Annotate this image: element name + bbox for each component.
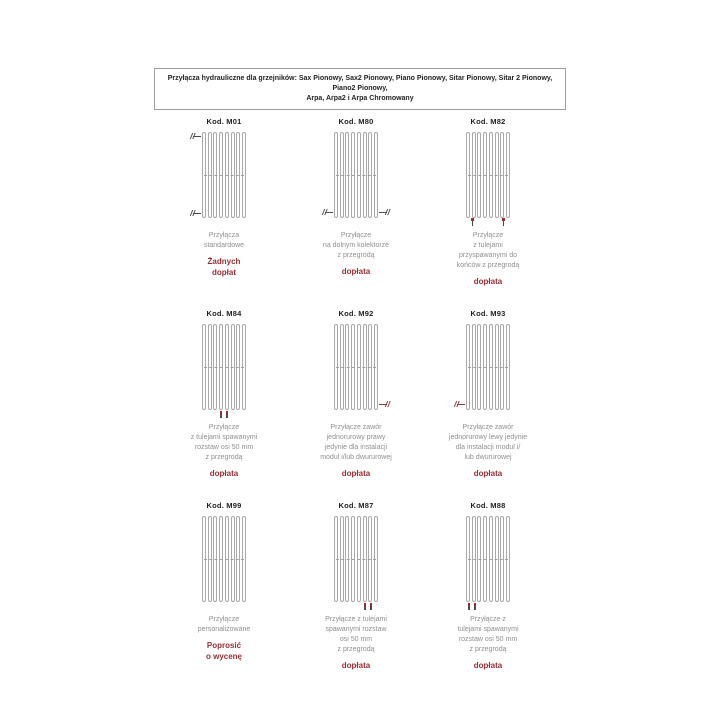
description-line: przyspawanymi do (459, 252, 517, 259)
variant-code: Kod. M82 (470, 117, 506, 126)
radiator-tube (236, 324, 240, 410)
description-line: Przyłącze z (470, 616, 506, 623)
radiator-variant-card (158, 114, 290, 306)
radiator-tubes (334, 132, 378, 218)
radiator-tube (351, 324, 355, 410)
radiator-tube (225, 324, 229, 410)
description-line: Przyłącze (472, 232, 504, 239)
radiator-illustration (466, 132, 510, 218)
variant-description (158, 231, 290, 251)
variant-description (290, 615, 422, 655)
radiator-tube (213, 516, 217, 602)
description-line: z przegrodą (337, 252, 375, 259)
valve-right-connection-icon (379, 209, 390, 215)
radiator-tube (225, 516, 229, 602)
price-line: Żadnych (207, 257, 241, 266)
page-header (154, 68, 566, 110)
radiator-tube (506, 516, 510, 602)
radiator-tube (489, 324, 493, 410)
variant-price-note (422, 660, 554, 671)
radiator-tube (351, 132, 355, 218)
variant-code: Kod. M99 (206, 501, 242, 510)
radiator-tube (345, 516, 349, 602)
radiator-tubes (334, 324, 378, 410)
variant-price-note (158, 468, 290, 479)
radiator-illustration (334, 516, 378, 602)
radiator-tube (242, 324, 246, 410)
variant-code: Kod. M92 (338, 309, 374, 318)
under-center-pair-connection-icon (219, 411, 229, 419)
price-line: dopłata (341, 469, 371, 478)
variant-code: Kod. M84 (206, 309, 242, 318)
variant-price-note (290, 266, 422, 277)
variant-price-note (290, 660, 422, 671)
variant-description (290, 231, 422, 261)
radiator-tube (495, 132, 499, 218)
radiator-tube (202, 324, 206, 410)
description-line: osi 50 mm (339, 636, 373, 643)
radiator-tube (374, 324, 378, 410)
description-line: z tulejami spawanymi (190, 434, 258, 441)
variant-code: Kod. M01 (206, 117, 242, 126)
radiator-tube (368, 132, 372, 218)
radiator-tube (208, 516, 212, 602)
radiator-tube (500, 516, 504, 602)
radiator-tube (477, 516, 481, 602)
radiator-tube (340, 516, 344, 602)
radiator-tube (213, 132, 217, 218)
price-line: dopłata (341, 267, 371, 276)
radiator-variant-card (422, 498, 554, 690)
description-line: Przyłącze (340, 232, 372, 239)
variant-code: Kod. M88 (470, 501, 506, 510)
radiator-tube (495, 516, 499, 602)
radiator-tube (242, 132, 246, 218)
radiator-tube (351, 516, 355, 602)
radiator-variant-card (422, 114, 554, 306)
radiator-tubes (466, 324, 510, 410)
radiator-tube (374, 516, 378, 602)
radiator-tube (202, 132, 206, 218)
radiator-tube (202, 516, 206, 602)
radiator-tube (500, 324, 504, 410)
under-right-connection-icon (501, 218, 506, 226)
radiator-tube (506, 132, 510, 218)
price-line: dopłat (212, 268, 236, 277)
description-line: lub dwururowej (464, 454, 512, 461)
header-line-1: Przyłącza hydrauliczne dla grzejników: Sax Pionowy, Sax2 Pionowy, Piano Pionowy, Sitar Pionowy, Sitar 2 Pionowy, Piano2 Pionowy, (167, 75, 553, 92)
description-line: Przyłącze zawór (462, 424, 514, 431)
radiator-tube (334, 324, 338, 410)
description-line: Przyłącze z tulejami (325, 616, 387, 623)
price-line: Poprosić (206, 641, 242, 650)
variant-description (422, 615, 554, 655)
radiator-tube (213, 324, 217, 410)
radiator-tube (363, 324, 367, 410)
description-line: spawanymi rozstaw (325, 626, 387, 633)
valve-right-red-connection-icon (379, 401, 390, 407)
radiator-tube (368, 516, 372, 602)
radiator-variant-card (290, 306, 422, 498)
radiator-tube (472, 516, 476, 602)
radiator-tubes (202, 132, 246, 218)
radiator-tube (231, 324, 235, 410)
variant-description (290, 423, 422, 463)
price-line: dopłata (473, 469, 503, 478)
radiator-tube (483, 132, 487, 218)
radiator-tube (208, 132, 212, 218)
top-left-inlet-connection-icon (190, 133, 201, 139)
radiator-tube (495, 324, 499, 410)
radiator-tube (489, 516, 493, 602)
price-line: dopłata (209, 469, 239, 478)
description-line: na dolnym kolektorze (322, 242, 390, 249)
description-line: dla instalacji modul i/ (455, 444, 521, 451)
radiator-tube (363, 516, 367, 602)
radiator-tube (472, 132, 476, 218)
description-line: modul i/lub dwururowej (320, 454, 392, 461)
variant-description (158, 615, 290, 635)
radiator-tube (466, 324, 470, 410)
radiator-tube (477, 324, 481, 410)
radiator-tubes (202, 516, 246, 602)
description-line: rozstaw osi 50 mm (458, 636, 518, 643)
radiator-tube (340, 324, 344, 410)
radiator-tube (363, 132, 367, 218)
radiator-tubes (466, 132, 510, 218)
radiator-tube (334, 516, 338, 602)
variant-price-note (158, 640, 290, 662)
radiator-tube (374, 132, 378, 218)
variant-description (422, 231, 554, 271)
radiator-tube (219, 516, 223, 602)
radiator-variant-card (158, 306, 290, 498)
radiator-tube (489, 132, 493, 218)
radiator-illustration (466, 324, 510, 410)
radiator-tube (219, 324, 223, 410)
radiator-tube (219, 132, 223, 218)
radiator-variant-card (290, 498, 422, 690)
radiator-tube (472, 324, 476, 410)
description-line: z przegrodą (205, 454, 243, 461)
description-line: Przyłącze (208, 424, 240, 431)
radiator-tube (466, 516, 470, 602)
description-line: standardowe (203, 242, 245, 249)
radiator-tube (231, 132, 235, 218)
description-line: z tulejami (473, 242, 503, 249)
description-line: tulejami spawanymi (457, 626, 519, 633)
valve-left-red-connection-icon (454, 401, 465, 407)
description-line: z przegrodą (337, 646, 375, 653)
description-line: jednorurowy prawy (326, 434, 386, 441)
description-line: jedynie dla instalacji (324, 444, 388, 451)
radiator-tube (368, 324, 372, 410)
radiator-tube (236, 516, 240, 602)
description-line: Przyłącze zawór (330, 424, 382, 431)
variant-grid (158, 114, 554, 690)
radiator-tube (225, 132, 229, 218)
under-left-pair-connection-icon (467, 603, 477, 611)
radiator-tube (231, 516, 235, 602)
description-line: Przyłącze (208, 616, 240, 623)
radiator-illustration (466, 516, 510, 602)
variant-description (158, 423, 290, 463)
header-line-2: Arpa, Arpa2 i Arpa Chromowany (306, 95, 414, 102)
radiator-variant-card (422, 306, 554, 498)
radiator-tube (345, 132, 349, 218)
radiator-tube (340, 132, 344, 218)
radiator-tubes (334, 516, 378, 602)
description-line: jednorurowy lewy jedynie (448, 434, 528, 441)
description-line: rozstaw osi 50 mm (194, 444, 254, 451)
radiator-illustration (202, 324, 246, 410)
under-left-connection-icon (470, 218, 475, 226)
radiator-tube (236, 132, 240, 218)
description-line: końców z przegrodą (456, 262, 520, 269)
price-line: dopłata (473, 277, 503, 286)
radiator-illustration (202, 516, 246, 602)
radiator-tube (483, 324, 487, 410)
variant-price-note (158, 256, 290, 278)
bottom-left-inlet-connection-icon (190, 210, 201, 216)
price-line: dopłata (473, 661, 503, 670)
description-line: Przyłącza (208, 232, 240, 239)
radiator-tubes (202, 324, 246, 410)
radiator-tube (334, 132, 338, 218)
radiator-tube (357, 324, 361, 410)
variant-price-note (422, 468, 554, 479)
radiator-illustration (202, 132, 246, 218)
variant-code: Kod. M80 (338, 117, 374, 126)
description-line: personalizowane (197, 626, 251, 633)
variant-code: Kod. M93 (470, 309, 506, 318)
variant-code: Kod. M87 (338, 501, 374, 510)
description-line: z przegrodą (469, 646, 507, 653)
radiator-tube (242, 516, 246, 602)
price-line: dopłata (341, 661, 371, 670)
radiator-tube (357, 132, 361, 218)
valve-left-connection-icon (322, 209, 333, 215)
radiator-illustration (334, 132, 378, 218)
variant-price-note (290, 468, 422, 479)
radiator-variant-card (158, 498, 290, 690)
radiator-tube (483, 516, 487, 602)
under-right-pair-connection-icon (363, 603, 373, 611)
radiator-tube (466, 132, 470, 218)
variant-description (422, 423, 554, 463)
variant-price-note (422, 276, 554, 287)
radiator-tube (506, 324, 510, 410)
radiator-variant-card (290, 114, 422, 306)
radiator-illustration (334, 324, 378, 410)
radiator-tube (500, 132, 504, 218)
radiator-tube (477, 132, 481, 218)
radiator-tube (357, 516, 361, 602)
radiator-tubes (466, 516, 510, 602)
price-line: o wycenę (205, 652, 242, 661)
radiator-tube (208, 324, 212, 410)
radiator-tube (345, 324, 349, 410)
